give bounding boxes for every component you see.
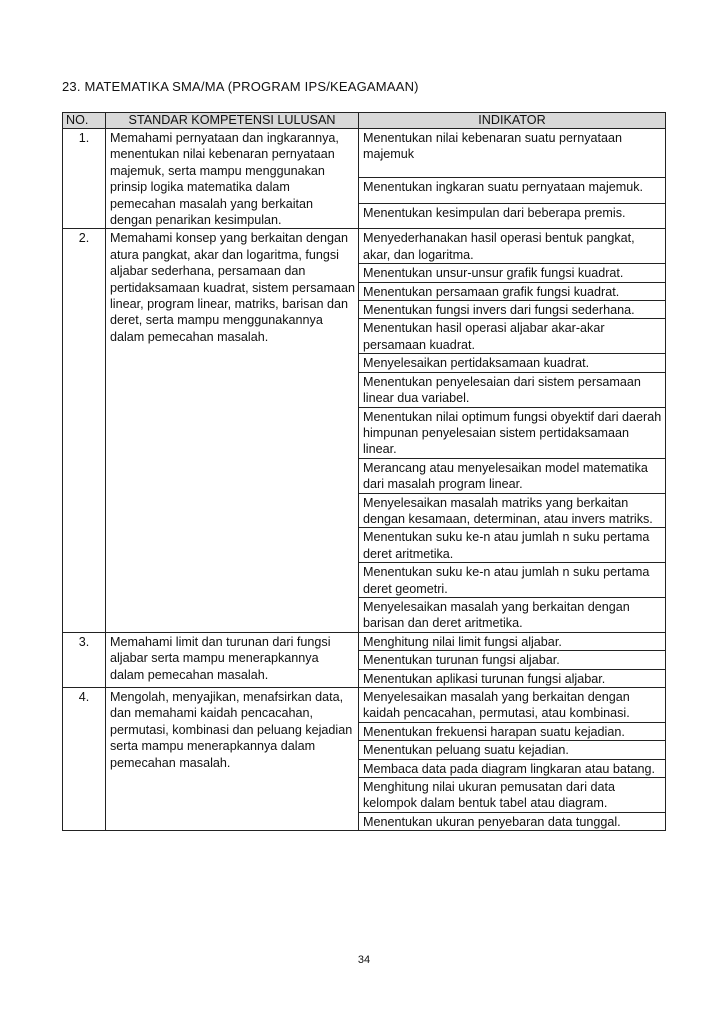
row-number: 1. xyxy=(63,129,106,229)
table-row xyxy=(63,632,666,650)
standar-kompetensi: Memahami konsep yang berkaitan dengan atura pangkat, akar dan logaritma, fungsi aljabar sederhana, persamaan dan pertidaksamaan kuadrat, sistem persamaan linear, program linear, matriks, barisan dan deret, serta mampu menggunakannya dalam pemecahan masalah. xyxy=(106,229,359,632)
indikator-item: Menentukan suku ke-n atau jumlah n suku pertama deret aritmetika. xyxy=(359,528,666,563)
indikator-item: Menentukan kesimpulan dari beberapa premis. xyxy=(359,203,666,229)
header-standar: STANDAR KOMPETENSI LULUSAN xyxy=(106,113,359,129)
indikator-item: Menyelesaikan pertidaksamaan kuadrat. xyxy=(359,354,666,372)
indikator-item: Menghitung nilai ukuran pemusatan dari data kelompok dalam bentuk tabel atau diagram. xyxy=(359,778,666,813)
header-no: NO. xyxy=(63,113,106,129)
indikator-item: Menghitung nilai limit fungsi aljabar. xyxy=(359,632,666,650)
indikator-item: Menentukan turunan fungsi aljabar. xyxy=(359,651,666,669)
standar-kompetensi: Memahami pernyataan dan ingkarannya, menentukan nilai kebenaran pernyataan majemuk, serta mampu menggunakan prinsip logika matematika dalam pemecahan masalah yang berkaitan dengan penarikan kesimpulan. xyxy=(106,129,359,229)
row-number: 2. xyxy=(63,229,106,632)
indikator-item: Menentukan ingkaran suatu pernyataan majemuk. xyxy=(359,177,666,203)
indikator-item: Menyelesaikan masalah yang berkaitan dengan barisan dan deret aritmetika. xyxy=(359,597,666,632)
indikator-item: Menyelesaikan masalah matriks yang berkaitan dengan kesamaan, determinan, atau invers matriks. xyxy=(359,493,666,528)
indikator-item: Menyelesaikan masalah yang berkaitan dengan kaidah pencacahan, permutasi, atau kombinasi. xyxy=(359,688,666,723)
section-heading: 23. MATEMATIKA SMA/MA (PROGRAM IPS/KEAGAMAAN) xyxy=(62,79,419,94)
page-number: 34 xyxy=(357,954,371,966)
indikator-item: Membaca data pada diagram lingkaran atau batang. xyxy=(359,759,666,777)
indikator-item: Menyederhanakan hasil operasi bentuk pangkat, akar, dan logaritma. xyxy=(359,229,666,264)
indikator-item: Menentukan unsur-unsur grafik fungsi kuadrat. xyxy=(359,264,666,282)
table-header-row xyxy=(63,113,666,129)
table-body xyxy=(63,129,666,831)
competency-table xyxy=(62,112,666,831)
indikator-item: Menentukan nilai optimum fungsi obyektif dari daerah himpunan penyelesaian sistem pertidaksamaan linear. xyxy=(359,407,666,458)
indikator-item: Menentukan ukuran penyebaran data tunggal. xyxy=(359,812,666,830)
table-row xyxy=(63,688,666,723)
table-row xyxy=(63,129,666,178)
indikator-item: Menentukan frekuensi harapan suatu kejadian. xyxy=(359,722,666,740)
indikator-item: Menentukan fungsi invers dari fungsi sederhana. xyxy=(359,301,666,319)
indikator-item: Merancang atau menyelesaikan model matematika dari masalah program linear. xyxy=(359,458,666,493)
indikator-item: Menentukan hasil operasi aljabar akar-akar persamaan kuadrat. xyxy=(359,319,666,354)
indikator-item: Menentukan persamaan grafik fungsi kuadrat. xyxy=(359,282,666,300)
standar-kompetensi: Mengolah, menyajikan, menafsirkan data, dan memahami kaidah pencacahan, permutasi, kombinasi dan peluang kejadian serta mampu menerapkannya dalam pemecahan masalah. xyxy=(106,688,359,831)
indikator-item: Menentukan aplikasi turunan fungsi aljabar. xyxy=(359,669,666,687)
table-row xyxy=(63,229,666,264)
indikator-item: Menentukan suku ke-n atau jumlah n suku pertama deret geometri. xyxy=(359,563,666,598)
indikator-item: Menentukan peluang suatu kejadian. xyxy=(359,741,666,759)
row-number: 3. xyxy=(63,632,106,687)
indikator-item: Menentukan penyelesaian dari sistem persamaan linear dua variabel. xyxy=(359,372,666,407)
indikator-item: Menentukan nilai kebenaran suatu pernyataan majemuk xyxy=(359,129,666,178)
header-indikator: INDIKATOR xyxy=(359,113,666,129)
standar-kompetensi: Memahami limit dan turunan dari fungsi aljabar serta mampu menerapkannya dalam pemecahan masalah. xyxy=(106,632,359,687)
row-number: 4. xyxy=(63,688,106,831)
